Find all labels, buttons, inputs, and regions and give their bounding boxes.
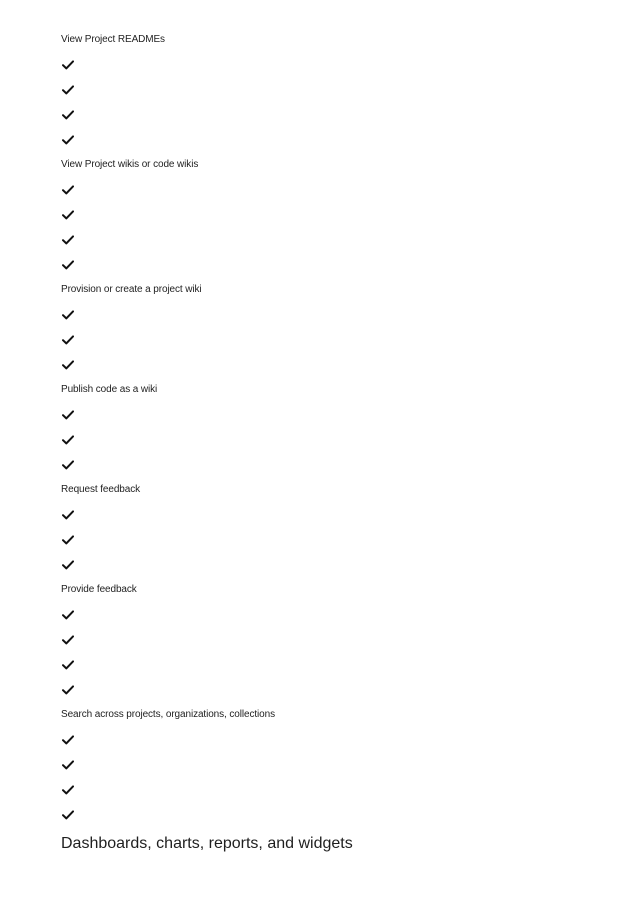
feature-label: Provide feedback (61, 584, 137, 595)
checkmark-icon (62, 410, 74, 420)
feature-label: View Project wikis or code wikis (61, 159, 199, 170)
checkmark-icon (62, 60, 74, 70)
checkmark-icon (62, 85, 74, 95)
section-heading: Dashboards, charts, reports, and widgets (61, 835, 353, 852)
checkmark-icon (62, 360, 74, 370)
checkmark-icon (62, 810, 74, 820)
checkmark-icon (62, 260, 74, 270)
feature-label: Search across projects, organizations, collections (61, 709, 275, 720)
checkmark-icon (62, 760, 74, 770)
checkmark-icon (62, 535, 74, 545)
checkmark-icon (62, 210, 74, 220)
checkmark-icon (62, 510, 74, 520)
feature-label: Request feedback (61, 484, 141, 495)
checkmark-icon (62, 335, 74, 345)
checkmark-icon (62, 560, 74, 570)
checkmark-icon (62, 135, 74, 145)
checkmark-icon (62, 635, 74, 645)
checkmark-icon (62, 110, 74, 120)
feature-label: Provision or create a project wiki (61, 284, 202, 295)
checkmark-icon (62, 435, 74, 445)
feature-label: Publish code as a wiki (61, 384, 158, 395)
checkmark-icon (62, 685, 74, 695)
feature-label: View Project READMEs (61, 34, 165, 45)
checkmark-icon (62, 185, 74, 195)
checkmark-icon (62, 235, 74, 245)
checkmark-icon (62, 785, 74, 795)
checkmark-icon (62, 660, 74, 670)
checkmark-icon (62, 310, 74, 320)
checkmark-icon (62, 610, 74, 620)
checkmark-icon (62, 735, 74, 745)
checkmark-icon (62, 460, 74, 470)
